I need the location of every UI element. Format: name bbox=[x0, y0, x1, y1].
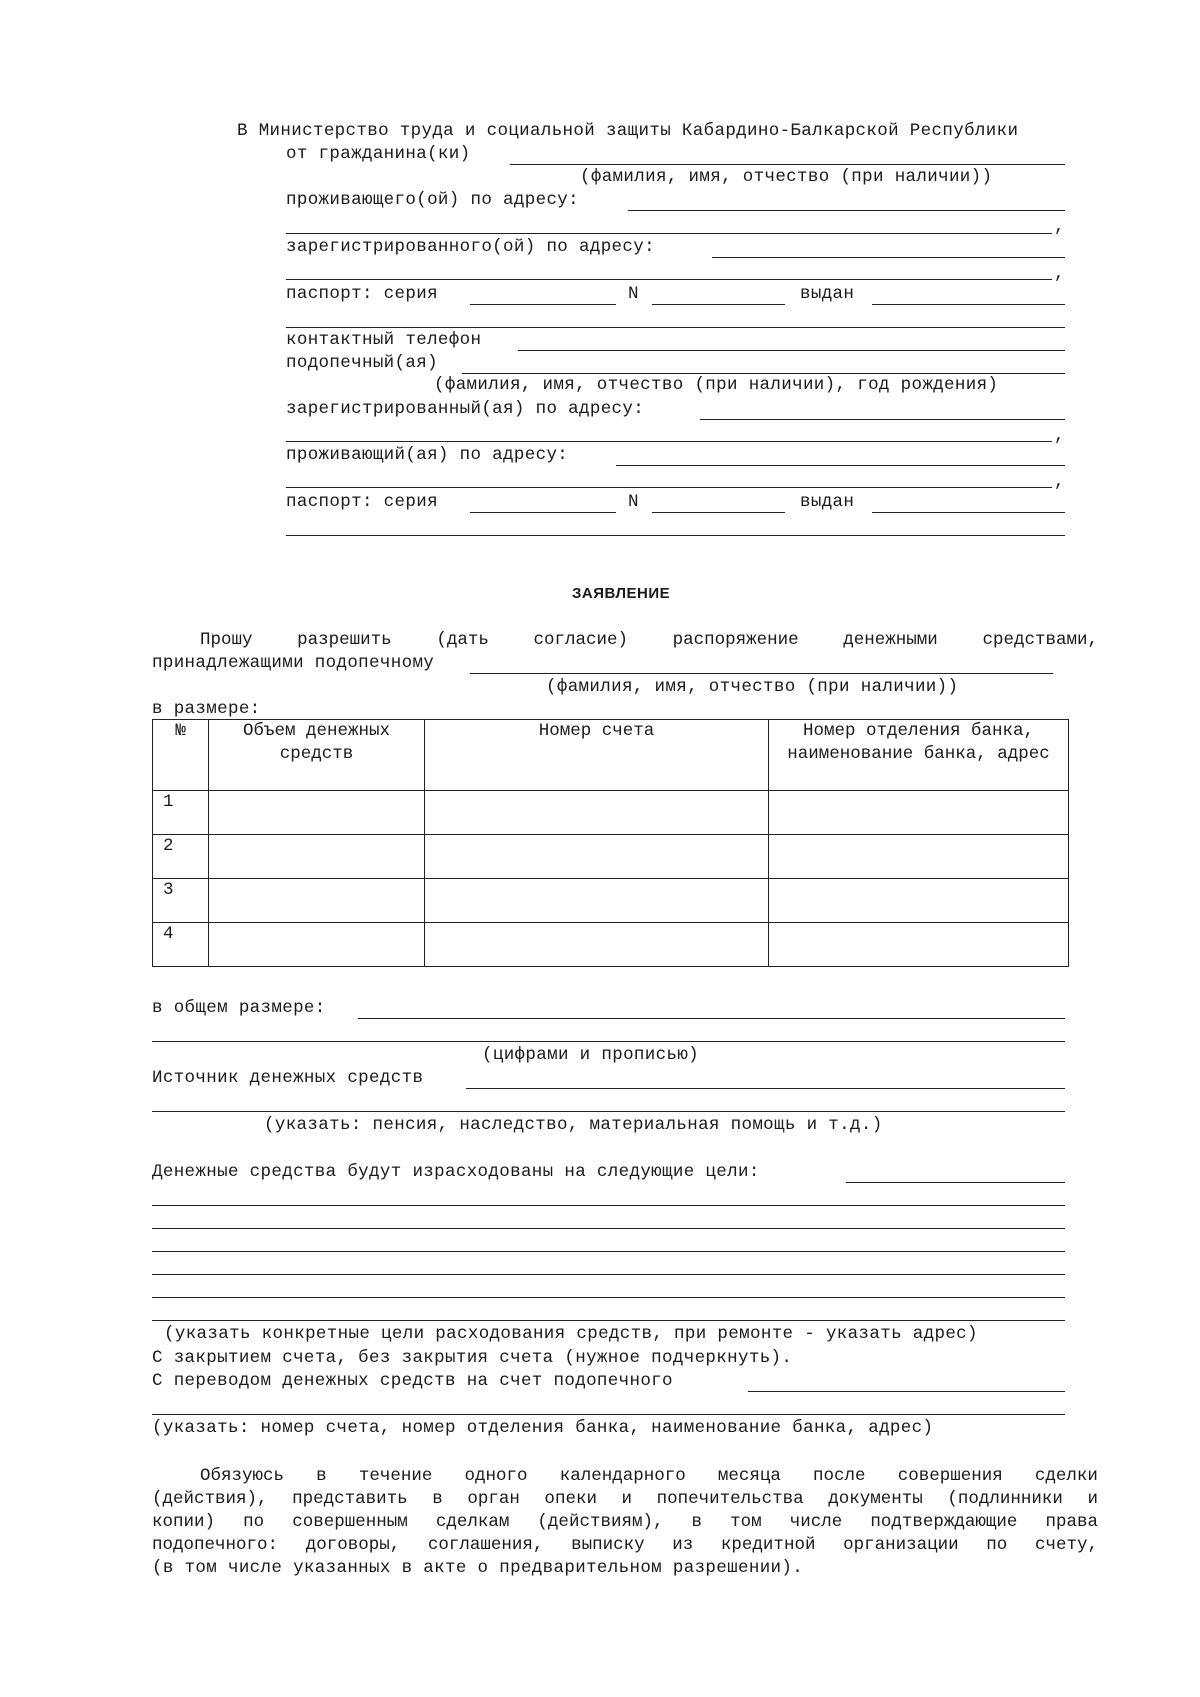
account-cell[interactable] bbox=[425, 923, 769, 967]
purposes-field-7[interactable] bbox=[152, 1320, 1065, 1321]
ward-passport-series-field[interactable] bbox=[470, 512, 616, 513]
passport-number-field[interactable] bbox=[652, 304, 785, 305]
citizen-fio-hint: (фамилия, имя, отчество (при наличии)) bbox=[580, 167, 993, 187]
source-field-2[interactable] bbox=[152, 1111, 1065, 1112]
col-bank-header: Номер отделения банка, наименование банка, адрес bbox=[769, 720, 1069, 791]
amount-cell[interactable] bbox=[209, 791, 425, 835]
amount-cell[interactable] bbox=[209, 923, 425, 967]
table-header-row bbox=[153, 720, 1069, 791]
ward-passport-series-label: паспорт: серия bbox=[286, 492, 438, 512]
obligation-line-1 bbox=[200, 1466, 1098, 1486]
ward-residing-label: проживающий(ая) по адресу: bbox=[286, 445, 569, 465]
residing-address-field-2[interactable] bbox=[286, 233, 1052, 234]
purposes-field-6[interactable] bbox=[152, 1297, 1065, 1298]
ward-passport-issued-field-2[interactable] bbox=[286, 535, 1065, 536]
word: средствами, bbox=[982, 630, 1098, 650]
ward-label: подопечный(ая) bbox=[286, 353, 438, 373]
word: сделки bbox=[1034, 1466, 1098, 1486]
ward-passport-number-field[interactable] bbox=[652, 512, 785, 513]
passport-series-field[interactable] bbox=[470, 304, 616, 305]
passport-issued-field-2[interactable] bbox=[286, 327, 1065, 328]
account-cell[interactable] bbox=[425, 835, 769, 879]
amount-cell[interactable] bbox=[209, 879, 425, 923]
obligation-line-5: (в том числе указанных в акте о предварительном разрешении). bbox=[152, 1558, 804, 1578]
total-hint: (цифрами и прописью) bbox=[482, 1045, 700, 1065]
row-number: 1 bbox=[153, 791, 209, 835]
ward-residing-field[interactable] bbox=[616, 465, 1065, 466]
row-number: 4 bbox=[153, 923, 209, 967]
registered-address-field[interactable] bbox=[712, 257, 1065, 258]
residing-address-field[interactable] bbox=[628, 210, 1065, 211]
ward-name-field[interactable] bbox=[462, 373, 1065, 374]
bank-cell[interactable] bbox=[769, 791, 1069, 835]
funds-table bbox=[152, 719, 1069, 967]
obligation-line-4: подопечного: договоры, соглашения, выписку из кредитной организации по счету, bbox=[152, 1535, 1098, 1555]
request-line-2: принадлежащими подопечному bbox=[152, 653, 435, 673]
registered-address-field-2[interactable] bbox=[286, 279, 1052, 280]
col-amount-header: Объем денежных средств bbox=[209, 720, 425, 791]
transfer-hint: (указать: номер счета, номер отделения банка, наименование банка, адрес) bbox=[152, 1418, 934, 1438]
word: месяца bbox=[717, 1466, 781, 1486]
col-account-header: Номер счета bbox=[425, 720, 769, 791]
ward-registered-label: зарегистрированный(ая) по адресу: bbox=[286, 399, 645, 419]
transfer-label: С переводом денежных средств на счет подопечного bbox=[152, 1371, 673, 1391]
comma: , bbox=[1054, 472, 1065, 492]
table-row bbox=[153, 835, 1069, 879]
word: календарного bbox=[559, 1466, 686, 1486]
citizen-name-field[interactable] bbox=[510, 164, 1065, 165]
word: разрешить bbox=[297, 630, 392, 650]
purposes-field[interactable] bbox=[846, 1182, 1065, 1183]
transfer-field[interactable] bbox=[748, 1391, 1065, 1392]
ward-fio-hint: (фамилия, имя, отчество (при наличии), год рождения) bbox=[434, 375, 999, 395]
ward-passport-number-label: N bbox=[628, 492, 639, 512]
obligation-line-3: копии) по совершенным сделкам (действиям), в том числе подтверждающие права bbox=[152, 1512, 1098, 1532]
amount-cell[interactable] bbox=[209, 835, 425, 879]
source-field[interactable] bbox=[466, 1088, 1065, 1089]
word: (дать bbox=[436, 630, 489, 650]
purposes-field-2[interactable] bbox=[152, 1205, 1065, 1206]
comma: , bbox=[1054, 217, 1065, 237]
purposes-hint: (указать конкретные цели расходования средств, при ремонте - указать адрес) bbox=[164, 1324, 978, 1344]
residing-label: проживающего(ой) по адресу: bbox=[286, 190, 579, 210]
ward-registered-field[interactable] bbox=[700, 419, 1065, 420]
total-field[interactable] bbox=[358, 1018, 1065, 1019]
word: распоряжение bbox=[672, 630, 799, 650]
document-title: ЗАЯВЛЕНИЕ bbox=[572, 585, 671, 602]
phone-label: контактный телефон bbox=[286, 330, 482, 350]
table-row bbox=[153, 791, 1069, 835]
passport-issued-field[interactable] bbox=[872, 304, 1065, 305]
bank-cell[interactable] bbox=[769, 923, 1069, 967]
ward-name-field-request[interactable] bbox=[470, 673, 1053, 674]
col-number-header: № bbox=[153, 720, 209, 791]
ward-passport-issued-label: выдан bbox=[800, 492, 855, 512]
word: течение bbox=[358, 1466, 433, 1486]
request-fio-hint: (фамилия, имя, отчество (при наличии)) bbox=[546, 677, 959, 697]
total-field-2[interactable] bbox=[152, 1041, 1065, 1042]
account-cell[interactable] bbox=[425, 791, 769, 835]
obligation-line-2: (действия), представить в орган опеки и попечительства документы (подлинники и bbox=[152, 1489, 1098, 1509]
closing-option: С закрытием счета, без закрытия счета (нужное подчеркнуть). bbox=[152, 1348, 793, 1368]
bank-cell[interactable] bbox=[769, 835, 1069, 879]
table-row bbox=[153, 923, 1069, 967]
transfer-field-2[interactable] bbox=[152, 1414, 1065, 1415]
phone-field[interactable] bbox=[518, 350, 1065, 351]
in-amount-label: в размере: bbox=[152, 699, 261, 719]
ward-passport-issued-field[interactable] bbox=[872, 512, 1065, 513]
word: Обязуюсь bbox=[200, 1466, 285, 1486]
row-number: 2 bbox=[153, 835, 209, 879]
account-cell[interactable] bbox=[425, 879, 769, 923]
word: в bbox=[316, 1466, 327, 1486]
word: совершения bbox=[897, 1466, 1003, 1486]
total-label: в общем размере: bbox=[152, 998, 326, 1018]
passport-issued-label: выдан bbox=[800, 284, 855, 304]
purposes-field-4[interactable] bbox=[152, 1251, 1065, 1252]
table-row bbox=[153, 879, 1069, 923]
purposes-field-5[interactable] bbox=[152, 1274, 1065, 1275]
row-number: 3 bbox=[153, 879, 209, 923]
ward-registered-field-2[interactable] bbox=[286, 441, 1052, 442]
bank-cell[interactable] bbox=[769, 879, 1069, 923]
source-hint: (указать: пенсия, наследство, материальная помощь и т.д.) bbox=[264, 1115, 883, 1135]
passport-series-label: паспорт: серия bbox=[286, 284, 438, 304]
purposes-field-3[interactable] bbox=[152, 1228, 1065, 1229]
source-label: Источник денежных средств bbox=[152, 1068, 424, 1088]
comma: , bbox=[1054, 264, 1065, 284]
purposes-label: Денежные средства будут израсходованы на следующие цели: bbox=[152, 1162, 760, 1182]
word: денежными bbox=[843, 630, 938, 650]
word: Прошу bbox=[200, 630, 253, 650]
comma: , bbox=[1054, 426, 1065, 446]
request-line-1 bbox=[200, 630, 1098, 650]
word: после bbox=[813, 1466, 866, 1486]
from-citizen-label: от гражданина(ки) bbox=[286, 144, 471, 164]
word: согласие) bbox=[533, 630, 628, 650]
ward-residing-field-2[interactable] bbox=[286, 487, 1052, 488]
word: одного bbox=[464, 1466, 528, 1486]
passport-number-label: N bbox=[628, 284, 639, 304]
registered-label: зарегистрированного(ой) по адресу: bbox=[286, 237, 655, 257]
addressee: В Министерство труда и социальной защиты Кабардино-Балкарской Республики bbox=[237, 121, 1019, 141]
